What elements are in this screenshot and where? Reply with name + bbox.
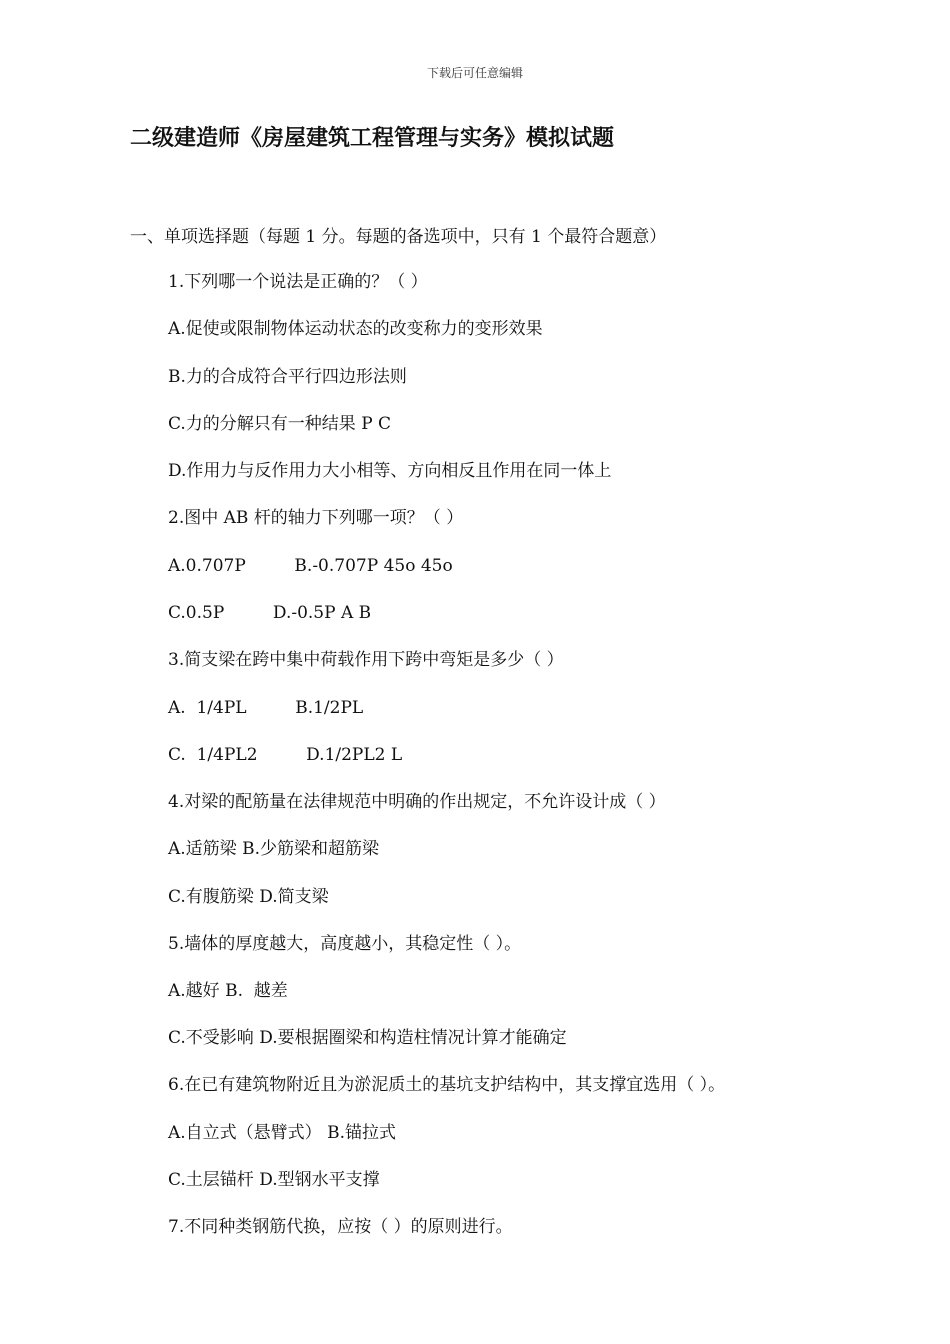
section-heading: 一、单项选择题（每题 1 分。每题的备选项中，只有 1 个最符合题意） — [130, 227, 667, 247]
question-line: 4.对梁的配筋量在法律规范中明确的作出规定，不允许设计成（ ） — [168, 792, 666, 812]
header-note: 下载后可任意编辑 — [426, 66, 523, 80]
option-line: C.土层锚杆 D.型钢水平支撑 — [168, 1170, 380, 1190]
option-line: A.越好 B. 越差 — [168, 981, 288, 1001]
question-line: 1.下列哪一个说法是正确的？（ ） — [168, 272, 428, 292]
question-line: 7.不同种类钢筋代换，应按（ ）的原则进行。 — [168, 1217, 513, 1237]
option-line: D.作用力与反作用力大小相等、方向相反且作用在同一体上 — [168, 461, 612, 481]
option-line: C.不受影响 D.要根据圈梁和构造柱情况计算才能确定 — [168, 1028, 567, 1048]
question-line: 3.简支梁在跨中集中荷载作用下跨中弯矩是多少（ ） — [168, 650, 564, 670]
question-line: 6.在已有建筑物附近且为淤泥质土的基坑支护结构中，其支撑宜选用（ ）。 — [168, 1075, 726, 1095]
option-line: C.力的分解只有一种结果 P C — [168, 414, 392, 434]
document-title: 二级建造师《房屋建筑工程管理与实务》模拟试题 — [130, 126, 615, 151]
option-line: C.有腹筋梁 D.简支梁 — [168, 887, 329, 907]
option-line: A.自立式（悬臂式） B.锚拉式 — [168, 1123, 396, 1143]
option-line: A. 1/4PL B.1/2PL — [168, 698, 364, 718]
option-line: A.促使或限制物体运动状态的改变称力的变形效果 — [168, 319, 543, 339]
option-line: A.适筋梁 B.少筋梁和超筋梁 — [168, 839, 379, 859]
option-line: A.0.707P B.-0.707P 45o 45o — [168, 556, 453, 576]
option-line: C.0.5P D.-0.5P A B — [168, 603, 372, 623]
option-line: B.力的合成符合平行四边形法则 — [168, 367, 407, 387]
question-line: 2.图中 AB 杆的轴力下列哪一项？（ ） — [168, 508, 464, 528]
question-line: 5.墙体的厚度越大，高度越小，其稳定性（ ）。 — [168, 934, 522, 954]
option-line: C. 1/4PL2 D.1/2PL2 L — [168, 745, 403, 765]
